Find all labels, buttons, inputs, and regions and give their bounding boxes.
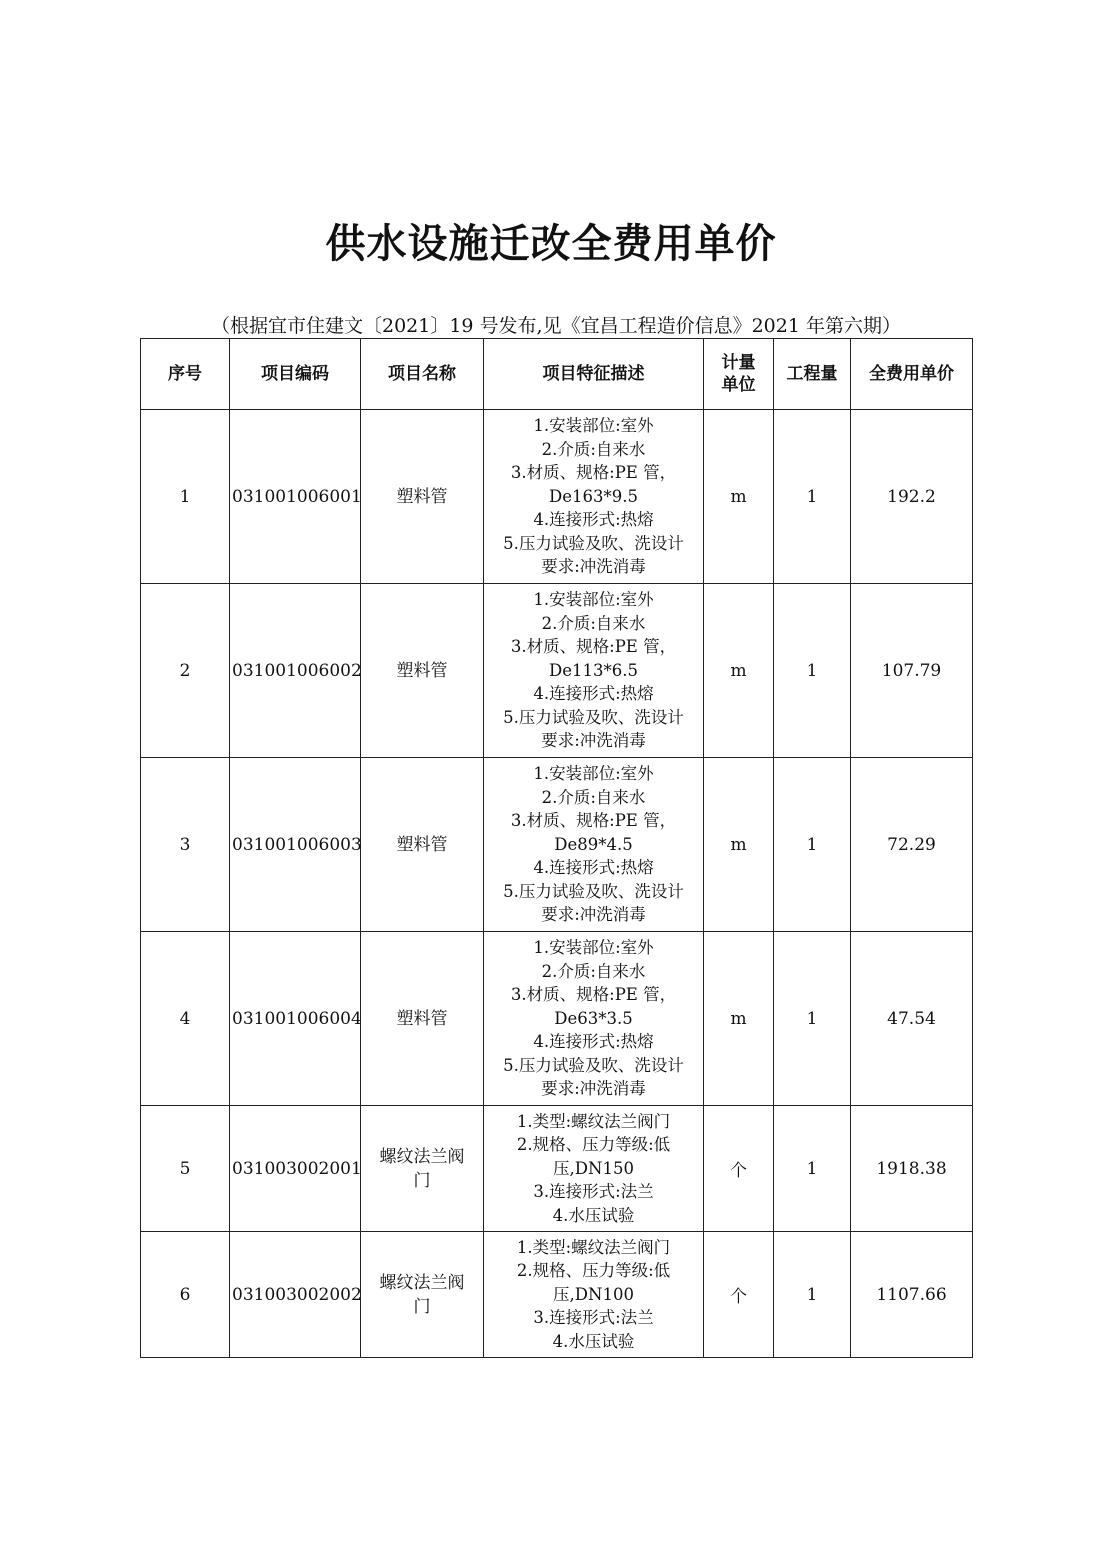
name-line: 门 (413, 1170, 431, 1191)
desc-line: 4.连接形式:热熔 (533, 858, 654, 878)
cell-seq: 1 (141, 410, 230, 584)
desc-line: 要求:冲洗消毒 (541, 905, 646, 925)
desc-line: 4.水压试验 (552, 1331, 635, 1351)
cell-unit: m (704, 758, 774, 932)
desc-line: 5.压力试验及吹、洗设计 (503, 1055, 684, 1075)
desc-line: 2.介质:自来水 (541, 961, 646, 981)
desc-line: 4.连接形式:热熔 (533, 684, 654, 704)
header-unit-line1: 计量 (721, 353, 756, 373)
table-row (141, 932, 973, 1106)
cell-code: 031001006001 (230, 410, 361, 584)
header-qty: 工程量 (774, 339, 851, 410)
cell-qty: 1 (774, 932, 851, 1106)
desc-line: 要求:冲洗消毒 (541, 731, 646, 751)
desc-line: De63*3.5 (554, 1008, 633, 1028)
cell-unit: 个 (704, 1106, 774, 1232)
desc-line: 1.安装部位:室外 (533, 416, 654, 436)
cell-code: 031003002001 (230, 1106, 361, 1232)
table-row (141, 758, 973, 932)
cell-seq: 4 (141, 932, 230, 1106)
desc-line: 2.规格、压力等级:低 (516, 1135, 671, 1155)
desc-line: 5.压力试验及吹、洗设计 (503, 707, 684, 727)
cell-desc (484, 1106, 704, 1232)
cell-price: 72.29 (851, 758, 973, 932)
cell-code: 031001006003 (230, 758, 361, 932)
table-row (141, 1232, 973, 1358)
cell-name: 塑料管 (361, 410, 484, 584)
cell-seq: 2 (141, 584, 230, 758)
cell-qty: 1 (774, 1106, 851, 1232)
desc-line: 压,DN100 (553, 1284, 634, 1304)
desc-line: 1.安装部位:室外 (533, 590, 654, 610)
header-price: 全费用单价 (851, 339, 973, 410)
cell-desc (484, 758, 704, 932)
cell-qty: 1 (774, 1232, 851, 1358)
cell-price: 107.79 (851, 584, 973, 758)
page-subtitle: （根据宜市住建文〔2021〕19 号发布,见《宜昌工程造价信息》2021 年第六期） (210, 315, 901, 337)
cell-unit: m (704, 584, 774, 758)
cell-name: 塑料管 (361, 758, 484, 932)
desc-line: 4.水压试验 (552, 1205, 635, 1225)
header-desc: 项目特征描述 (484, 339, 704, 410)
cell-seq: 3 (141, 758, 230, 932)
cell-desc (484, 1232, 704, 1358)
cell-price: 1918.38 (851, 1106, 973, 1232)
cell-desc (484, 584, 704, 758)
desc-line: 1.安装部位:室外 (533, 764, 654, 784)
desc-line: De89*4.5 (554, 834, 633, 854)
cell-code: 031003002002 (230, 1232, 361, 1358)
desc-line: De163*9.5 (549, 486, 638, 506)
cell-name: 塑料管 (361, 932, 484, 1106)
table-header-row (141, 339, 973, 410)
desc-line: 3.材质、规格:PE 管， (510, 985, 677, 1005)
cell-seq: 6 (141, 1232, 230, 1358)
desc-line: 要求:冲洗消毒 (541, 557, 646, 577)
desc-line: 要求:冲洗消毒 (541, 1079, 646, 1099)
desc-line: 5.压力试验及吹、洗设计 (503, 533, 684, 553)
price-table (140, 338, 973, 1358)
cell-code: 031001006004 (230, 932, 361, 1106)
cell-qty: 1 (774, 758, 851, 932)
desc-line: 3.材质、规格:PE 管， (510, 637, 677, 657)
header-name: 项目名称 (361, 339, 484, 410)
cell-price: 192.2 (851, 410, 973, 584)
desc-line: 2.介质:自来水 (541, 787, 646, 807)
cell-code: 031001006002 (230, 584, 361, 758)
desc-line: 压,DN150 (553, 1158, 634, 1178)
header-unit-line2: 单位 (721, 375, 756, 395)
cell-desc (484, 410, 704, 584)
desc-line: 4.连接形式:热熔 (533, 510, 654, 530)
table-row (141, 1106, 973, 1232)
header-unit (704, 339, 774, 410)
cell-seq: 5 (141, 1106, 230, 1232)
cell-unit: m (704, 410, 774, 584)
name-line: 螺纹法兰阀 (379, 1272, 465, 1293)
header-code: 项目编码 (230, 339, 361, 410)
name-line: 门 (413, 1296, 431, 1317)
page-title: 供水设施迁改全费用单价 (325, 221, 777, 267)
desc-line: 2.规格、压力等级:低 (516, 1261, 671, 1281)
desc-line: 1.安装部位:室外 (533, 938, 654, 958)
cell-name (361, 1106, 484, 1232)
cell-name (361, 1232, 484, 1358)
desc-line: De113*6.5 (549, 660, 638, 680)
desc-line: 1.类型:螺纹法兰阀门 (516, 1237, 671, 1257)
desc-line: 3.连接形式:法兰 (533, 1308, 654, 1328)
cell-unit: m (704, 932, 774, 1106)
desc-line: 1.类型:螺纹法兰阀门 (516, 1111, 671, 1131)
table-row (141, 584, 973, 758)
cell-desc (484, 932, 704, 1106)
cell-price: 47.54 (851, 932, 973, 1106)
cell-name: 塑料管 (361, 584, 484, 758)
desc-line: 2.介质:自来水 (541, 439, 646, 459)
cell-unit: 个 (704, 1232, 774, 1358)
desc-line: 3.材质、规格:PE 管， (510, 811, 677, 831)
desc-line: 5.压力试验及吹、洗设计 (503, 881, 684, 901)
desc-line: 2.介质:自来水 (541, 613, 646, 633)
table-row (141, 410, 973, 584)
desc-line: 3.材质、规格:PE 管， (510, 463, 677, 483)
name-line: 螺纹法兰阀 (379, 1146, 465, 1167)
desc-line: 4.连接形式:热熔 (533, 1032, 654, 1052)
header-seq: 序号 (141, 339, 230, 410)
desc-line: 3.连接形式:法兰 (533, 1182, 654, 1202)
cell-qty: 1 (774, 584, 851, 758)
cell-price: 1107.66 (851, 1232, 973, 1358)
cell-qty: 1 (774, 410, 851, 584)
